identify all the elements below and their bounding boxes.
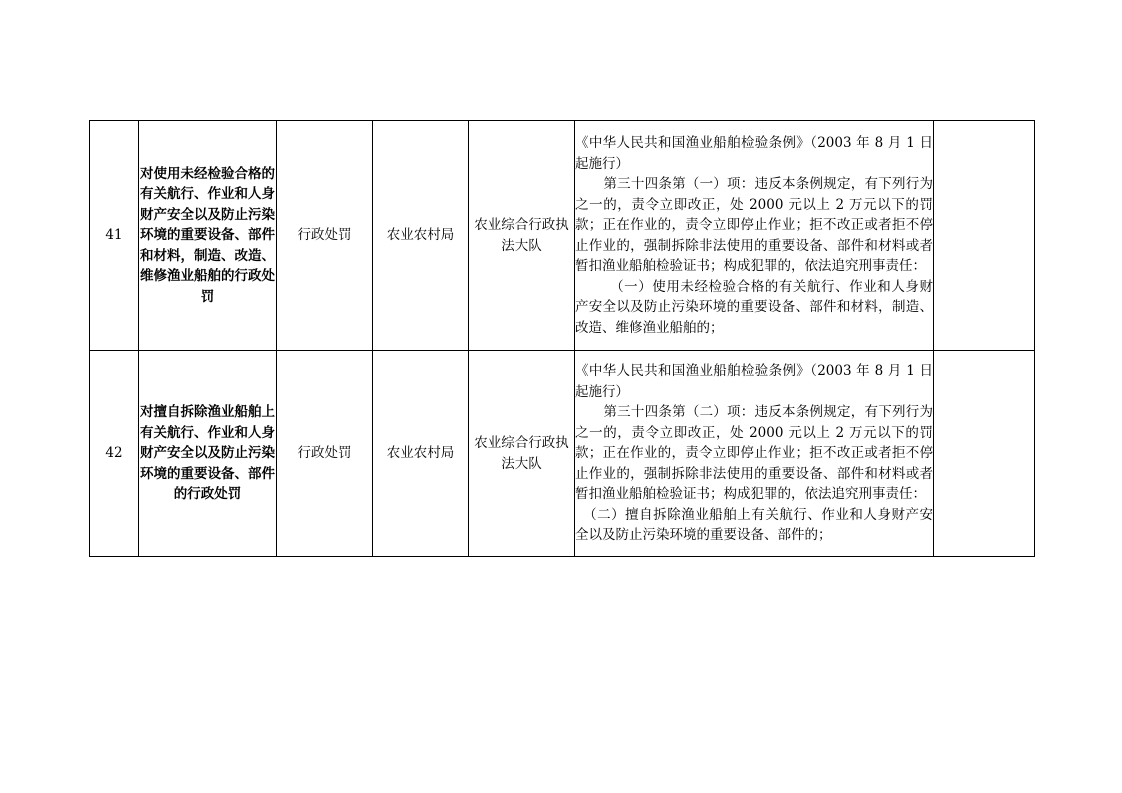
basis-clause: 第三十四条第（二）项：违反本条例规定，有下列行为之一的，责令立即改正，处 2000 元以上 2 万元以下的罚款；正在作业的，责令立即停止作业；拒不改正或者拒不停止作业的，强制拆除非法使用的重要设备、部件和材料或者暂扣渔业船舶检验证书；构成犯罪的，依法追究刑事责任： <box>575 404 933 503</box>
category-cell: 行政处罚 <box>277 121 373 351</box>
executor-cell: 农业综合行政执法大队 <box>469 121 575 351</box>
basis-source: 《中华人民共和国渔业船舶检验条例》（2003 年 8 月 1 日起施行） <box>575 135 933 172</box>
item-name-cell <box>139 351 277 557</box>
power-list-table <box>89 120 1035 557</box>
item-name: 对使用未经检验合格的有关航行、作业和人身财产安全以及防止污染环境的重要设备、部件和材料，制造、改造、维修渔业船舶的行政处罚 <box>140 165 275 305</box>
row-number: 42 <box>90 351 139 557</box>
basis-item: （二）擅自拆除渔业船舶上有关航行、作业和人身财产安全以及防止污染环境的重要设备、部件的； <box>575 506 933 544</box>
table-row <box>90 351 1035 557</box>
category-cell: 行政处罚 <box>277 351 373 557</box>
item-name-cell <box>139 121 277 351</box>
basis-source: 《中华人民共和国渔业船舶检验条例》（2003 年 8 月 1 日起施行） <box>575 363 933 400</box>
legal-basis-cell <box>575 351 934 557</box>
table-row <box>90 121 1035 351</box>
department-cell: 农业农村局 <box>373 121 469 351</box>
department-cell: 农业农村局 <box>373 351 469 557</box>
executor-cell: 农业综合行政执法大队 <box>469 351 575 557</box>
basis-clause: 第三十四条第（一）项：违反本条例规定，有下列行为之一的，责令立即改正，处 2000 元以上 2 万元以下的罚款；正在作业的，责令立即停止作业；拒不改正或者拒不停止作业的，强制拆除非法使用的重要设备、部件和材料或者暂扣渔业船舶检验证书；构成犯罪的，依法追究刑事责任： <box>575 176 933 274</box>
row-number: 41 <box>90 121 139 351</box>
remark-cell <box>934 121 1035 351</box>
legal-basis-cell <box>575 121 934 351</box>
item-name: 对擅自拆除渔业船舶上有关航行、作业和人身财产安全以及防止污染环境的重要设备、部件的行政处罚 <box>140 404 275 503</box>
basis-item: （一）使用未经检验合格的有关航行、作业和人身财产安全以及防止污染环境的重要设备、部件和材料，制造、改造、维修渔业船舶的； <box>575 278 933 336</box>
remark-cell <box>934 351 1035 557</box>
